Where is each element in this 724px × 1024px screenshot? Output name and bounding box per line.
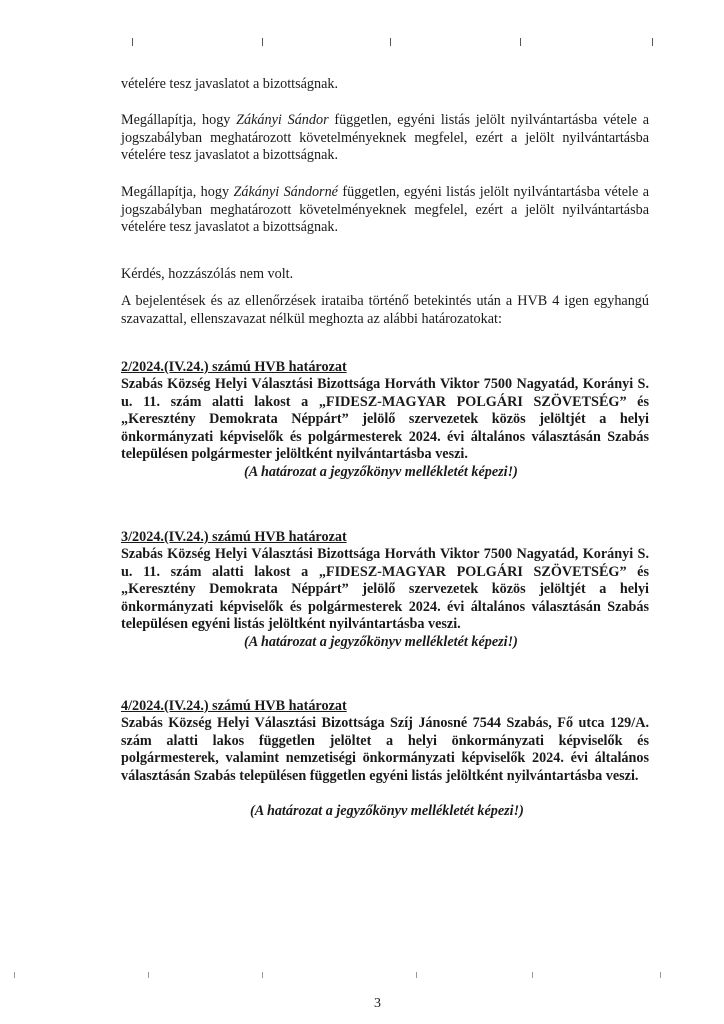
paragraph-1: vételére tesz javaslatot a bizottságnak.	[121, 76, 339, 92]
paragraph-3	[121, 184, 649, 237]
paragraph-4: Kérdés, hozzászólás nem volt.	[121, 266, 294, 282]
resolution-note: (A határozat a jegyzőkönyv mellékletét képezi!)	[244, 464, 518, 480]
candidate-name: Zákányi Sándor	[236, 112, 329, 128]
resolution-id: 3/2024.(IV.24.) számú HVB határozat	[121, 529, 347, 545]
page-number: 3	[374, 996, 381, 1011]
scan-mark	[532, 972, 533, 978]
resolution-id: 4/2024.(IV.24.) számú HVB határozat	[121, 698, 347, 714]
scan-mark	[262, 972, 263, 978]
paragraph-2	[121, 112, 649, 165]
scan-mark	[132, 38, 133, 46]
scan-mark	[14, 972, 15, 978]
scan-mark	[520, 38, 521, 46]
scan-mark	[390, 38, 391, 46]
paragraph-3-body: független, egyéni listás jelölt nyilvántartásba vétele a jogszabályban meghatározott követelményeknek megfelel, ezért a jelölt nyilvántartásba vételére tesz javaslatot a bizottságnak.	[121, 184, 650, 235]
paragraph-3-intro: Megállapítja, hogy	[121, 184, 234, 200]
resolution-note: (A határozat a jegyzőkönyv mellékletét képezi!)	[244, 634, 518, 650]
paragraph-2-body: független, egyéni listás jelölt nyilvántartásba vétele a jogszabályban meghatározott követelményeknek megfelel, ezért a jelölt nyilvántartásba vételére tesz javaslatot a bizottságnak.	[121, 112, 650, 163]
resolution-id: 2/2024.(IV.24.) számú HVB határozat	[121, 359, 347, 375]
paragraph-2-intro: Megállapítja, hogy	[121, 112, 237, 128]
resolution-body: Szabás Község Helyi Választási Bizottsága Horváth Viktor 7500 Nagyatád, Korányi S. u. 11. szám alatti lakost a „FIDESZ-MAGYAR POLGÁRI SZÖVETSÉG” és „Keresztény Demokrata Néppárt” jelölő szervezetek közös jelöltjét a helyi önkormányzati képviselők és polgármesterek 2024. évi általános választásán Szabás településen egyéni listás jelöltként nyilvántartásba veszi.	[121, 546, 649, 632]
resolution-note: (A határozat a jegyzőkönyv mellékletét képezi!)	[250, 803, 524, 819]
candidate-name: Zákányi Sándorné	[233, 184, 338, 200]
scan-mark	[660, 972, 661, 978]
scan-mark	[262, 38, 263, 46]
scan-mark	[148, 972, 149, 978]
resolution-body: Szabás Község Helyi Választási Bizottsága Szíj Jánosné 7544 Szabás, Fő utca 129/A. szám alatti lakos független jelöltet a helyi önkormányzati képviselők és polgármesterek, valamint nemzetiségi önkormányzati képviselők 2024. évi általános választásán Szabás településen független egyéni listás jelöltként nyilvántartásba veszi.	[121, 715, 649, 784]
resolution-body: Szabás Község Helyi Választási Bizottsága Horváth Viktor 7500 Nagyatád, Korányi S. u. 11. szám alatti lakost a „FIDESZ-MAGYAR POLGÁRI SZÖVETSÉG” és „Keresztény Demokrata Néppárt” jelölő szervezetek közös jelöltjét a helyi önkormányzati képviselők és polgármesterek 2024. évi általános választásán Szabás településen polgármester jelöltként nyilvántartásba veszi.	[121, 376, 649, 462]
paragraph-5: A bejelentések és az ellenőrzések irataiba történő betekintés után a HVB 4 igen egyhangú szavazattal, ellenszavazat nélkül meghozta az alábbi határozatokat:	[121, 293, 649, 327]
scan-mark	[416, 972, 417, 978]
scan-mark	[652, 38, 653, 46]
